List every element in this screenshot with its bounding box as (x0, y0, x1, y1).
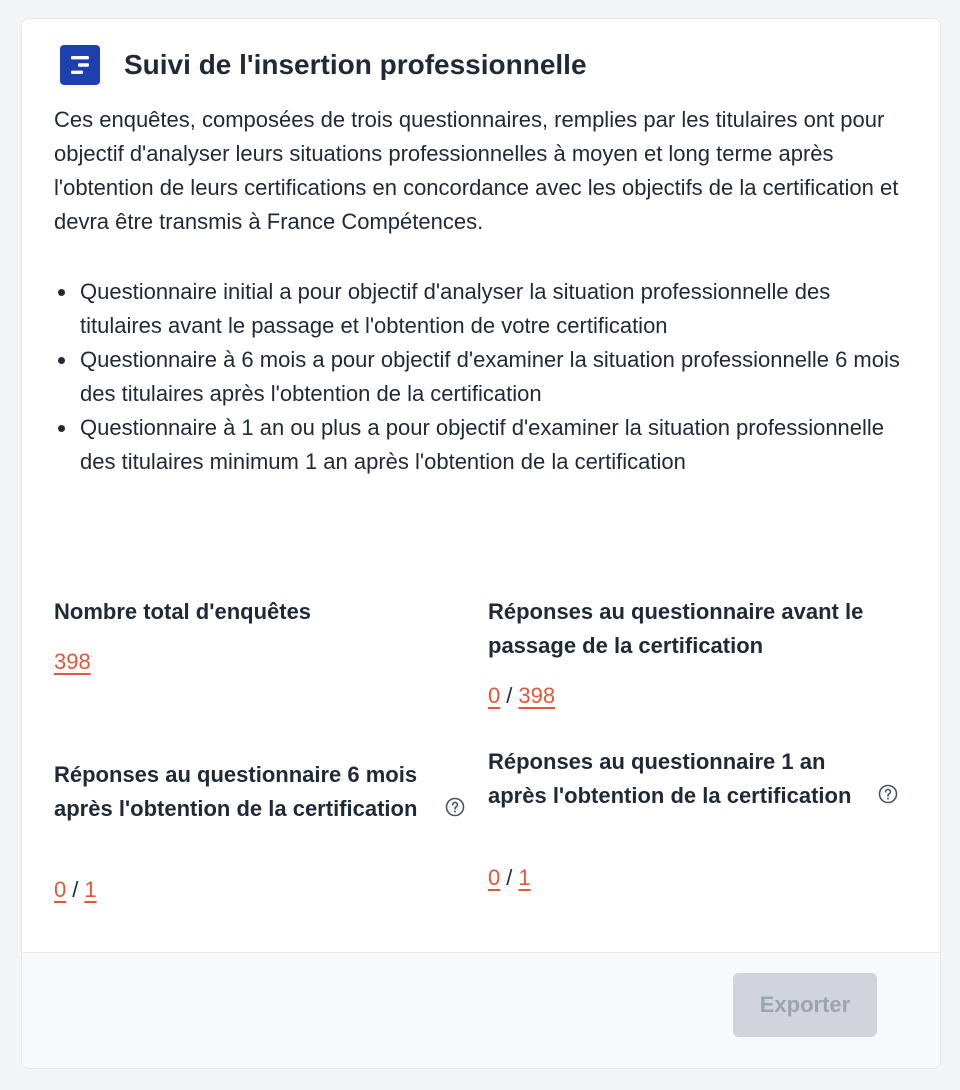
one-year-responses-value (488, 863, 531, 893)
six-months-total-link[interactable]: 1 (84, 877, 97, 902)
six-months-answered-link[interactable]: 0 (54, 877, 67, 902)
before-responses-value (488, 681, 555, 711)
total-surveys-label: Nombre total d'enquêtes (54, 599, 312, 624)
card-header (60, 45, 587, 85)
survey-list-icon (60, 45, 100, 85)
description-text: Ces enquêtes, composées de trois questionnaires, remplies par les titulaires ont pour objectif d'analyser leurs situations professionnelles à moyen et long terme après l'obtention de leurs certifications en concordance avec les objectifs de la certification et devra être transmis à France Compétences. (54, 107, 899, 234)
one-year-responses-label: Réponses au questionnaire 1 an après l'obtention de la certification (488, 749, 852, 808)
list-item: Questionnaire à 1 an ou plus a pour objectif d'examiner la situation professionnelle des titulaires minimum 1 an après l'obtention de la certification (54, 411, 914, 479)
total-surveys-link[interactable]: 398 (54, 649, 91, 674)
six-months-responses-value (54, 875, 97, 905)
question-circle-icon[interactable] (878, 784, 898, 804)
six-months-responses-label: Réponses au questionnaire 6 mois après l'obtention de la certification (54, 762, 418, 821)
list-item: Questionnaire initial a pour objectif d'analyser la situation professionnelle des titulaires avant le passage et l'obtention de votre certification (54, 275, 914, 343)
total-surveys-value (54, 647, 91, 677)
separator: / (72, 877, 79, 902)
separator: / (506, 683, 513, 708)
page-title: Suivi de l'insertion professionnelle (124, 49, 587, 80)
before-responses-label: Réponses au questionnaire avant le passage de la certification (488, 599, 864, 658)
separator: / (506, 865, 513, 890)
list-item: Questionnaire à 6 mois a pour objectif d'examiner la situation professionnelle 6 mois des titulaires après l'obtention de la certification (54, 343, 914, 411)
insertion-card (21, 18, 941, 1069)
one-year-answered-link[interactable]: 0 (488, 865, 501, 890)
questionnaire-list (54, 275, 914, 479)
card-footer (22, 952, 940, 1069)
before-total-link[interactable]: 398 (518, 683, 556, 708)
one-year-total-link[interactable]: 1 (518, 865, 531, 890)
export-button[interactable]: Exporter (733, 973, 877, 1037)
question-circle-icon[interactable] (445, 797, 465, 817)
before-answered-link[interactable]: 0 (488, 683, 501, 708)
